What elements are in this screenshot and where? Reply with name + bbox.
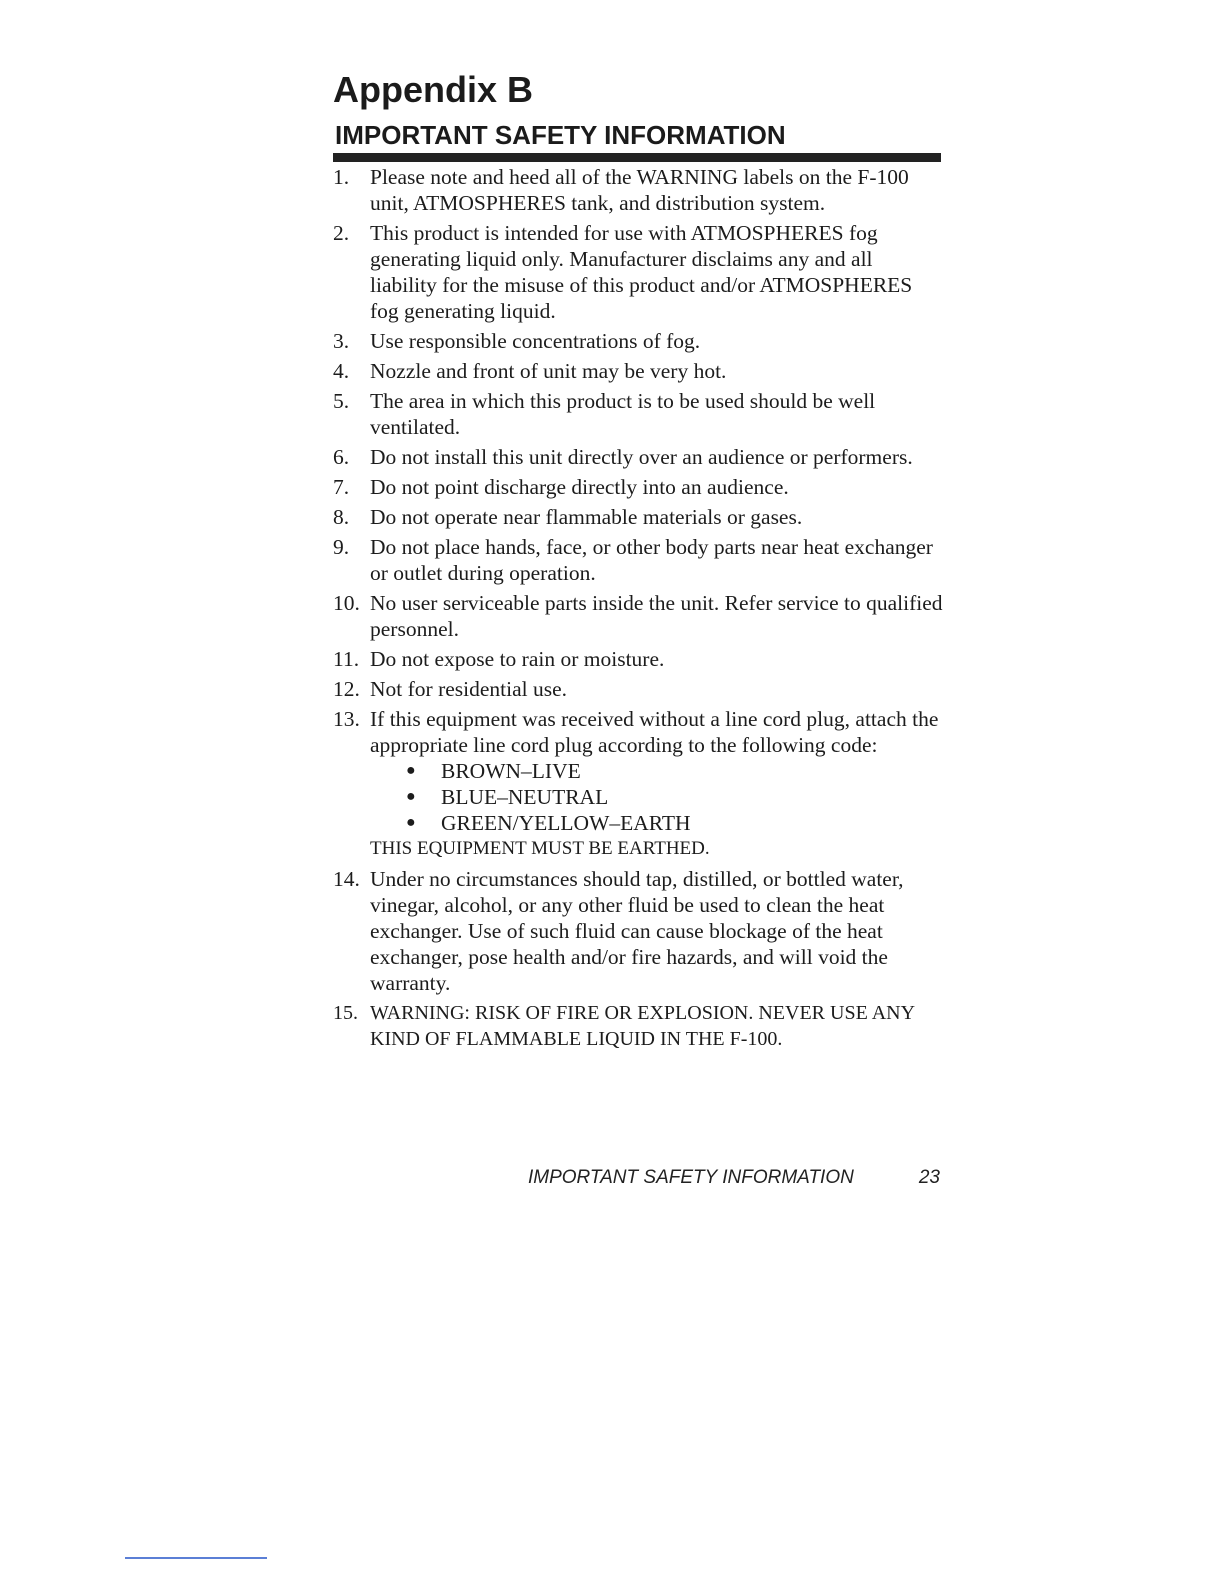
wiring-code-text: BROWN–LIVE xyxy=(441,759,581,783)
item-text: This product is intended for use with ATMOSPHERES fog generating liquid only. Manufacturer disclaims any and all liability for the misuse of this product and/or ATMOSPHERES fog generating liquid. xyxy=(370,221,913,323)
item-text: If this equipment was received without a line cord plug, attach the appropriate line cord plug according to the following code: xyxy=(370,707,939,757)
safety-list xyxy=(333,164,943,1056)
item-number: 11. xyxy=(333,647,360,671)
list-item xyxy=(333,504,943,530)
item-text: Nozzle and front of unit may be very hot. xyxy=(370,359,727,383)
list-item xyxy=(333,358,943,384)
item-text: Do not place hands, face, or other body parts near heat exchanger or outlet during operation. xyxy=(370,535,933,585)
item-number: 4. xyxy=(333,359,350,383)
item-number: 6. xyxy=(333,445,350,469)
bullet-icon: ● xyxy=(406,762,416,779)
item-number: 9. xyxy=(333,535,350,559)
wiring-code-item xyxy=(406,810,943,836)
earthing-note: THIS EQUIPMENT MUST BE EARTHED. xyxy=(370,838,710,859)
item-text: Do not expose to rain or moisture. xyxy=(370,647,665,671)
item-number: 5. xyxy=(333,389,350,413)
item-number: 12. xyxy=(333,677,360,701)
footer-title: IMPORTANT SAFETY INFORMATION xyxy=(528,1167,854,1188)
bottom-divider xyxy=(125,1557,267,1559)
list-item xyxy=(333,590,943,642)
item-text: Do not operate near flammable materials or gases. xyxy=(370,505,803,529)
appendix-title: Appendix B xyxy=(333,69,534,110)
list-item xyxy=(333,388,943,440)
wiring-code-text: BLUE–NEUTRAL xyxy=(441,785,609,809)
list-item xyxy=(333,220,943,324)
item-text: Use responsible concentrations of fog. xyxy=(370,329,701,353)
section-title: IMPORTANT SAFETY INFORMATION xyxy=(335,120,786,150)
bullet-icon: ● xyxy=(406,814,416,831)
item-text: The area in which this product is to be used should be well ventilated. xyxy=(370,389,876,439)
item-number: 3. xyxy=(333,329,350,353)
section-divider xyxy=(333,153,941,162)
item-text: Not for residential use. xyxy=(370,677,568,701)
wiring-code-text: GREEN/YELLOW–EARTH xyxy=(441,811,691,835)
item-number: 10. xyxy=(333,591,360,615)
item-text: No user serviceable parts inside the unit. Refer service to qualified personnel. xyxy=(370,591,943,641)
item-text: Under no circumstances should tap, distilled, or bottled water, vinegar, alcohol, or any other fluid be used to clean the heat exchanger. Use of such fluid can cause blockage of the heat exchanger, pose health and/or fire hazards, and will void the warranty. xyxy=(370,867,904,995)
item-number: 15. xyxy=(333,1002,358,1024)
list-item xyxy=(333,706,943,862)
item-number: 7. xyxy=(333,475,350,499)
item-text: Do not point discharge directly into an audience. xyxy=(370,475,789,499)
bullet-icon: ● xyxy=(406,788,416,805)
item-text: Please note and heed all of the WARNING labels on the F-100 unit, ATMOSPHERES tank, and distribution system. xyxy=(370,165,909,215)
item-text: Do not install this unit directly over an audience or performers. xyxy=(370,445,913,469)
list-item xyxy=(333,474,943,500)
page-number: 23 xyxy=(918,1167,940,1188)
list-item xyxy=(333,676,943,702)
list-item xyxy=(333,646,943,672)
wiring-code-list xyxy=(370,758,943,836)
list-item xyxy=(333,328,943,354)
item-text: WARNING: RISK OF FIRE OR EXPLOSION. NEVER USE ANY KIND OF FLAMMABLE LIQUID IN THE F-100. xyxy=(370,1002,915,1050)
list-item xyxy=(333,444,943,470)
wiring-code-item xyxy=(406,784,943,810)
list-item xyxy=(333,164,943,216)
item-number: 1. xyxy=(333,165,350,189)
item-number: 14. xyxy=(333,867,360,891)
item-number: 13. xyxy=(333,707,360,731)
list-item xyxy=(333,1000,943,1052)
item-number: 8. xyxy=(333,505,350,529)
item-number: 2. xyxy=(333,221,350,245)
list-item xyxy=(333,866,943,996)
wiring-code-item xyxy=(406,758,943,784)
list-item xyxy=(333,534,943,586)
